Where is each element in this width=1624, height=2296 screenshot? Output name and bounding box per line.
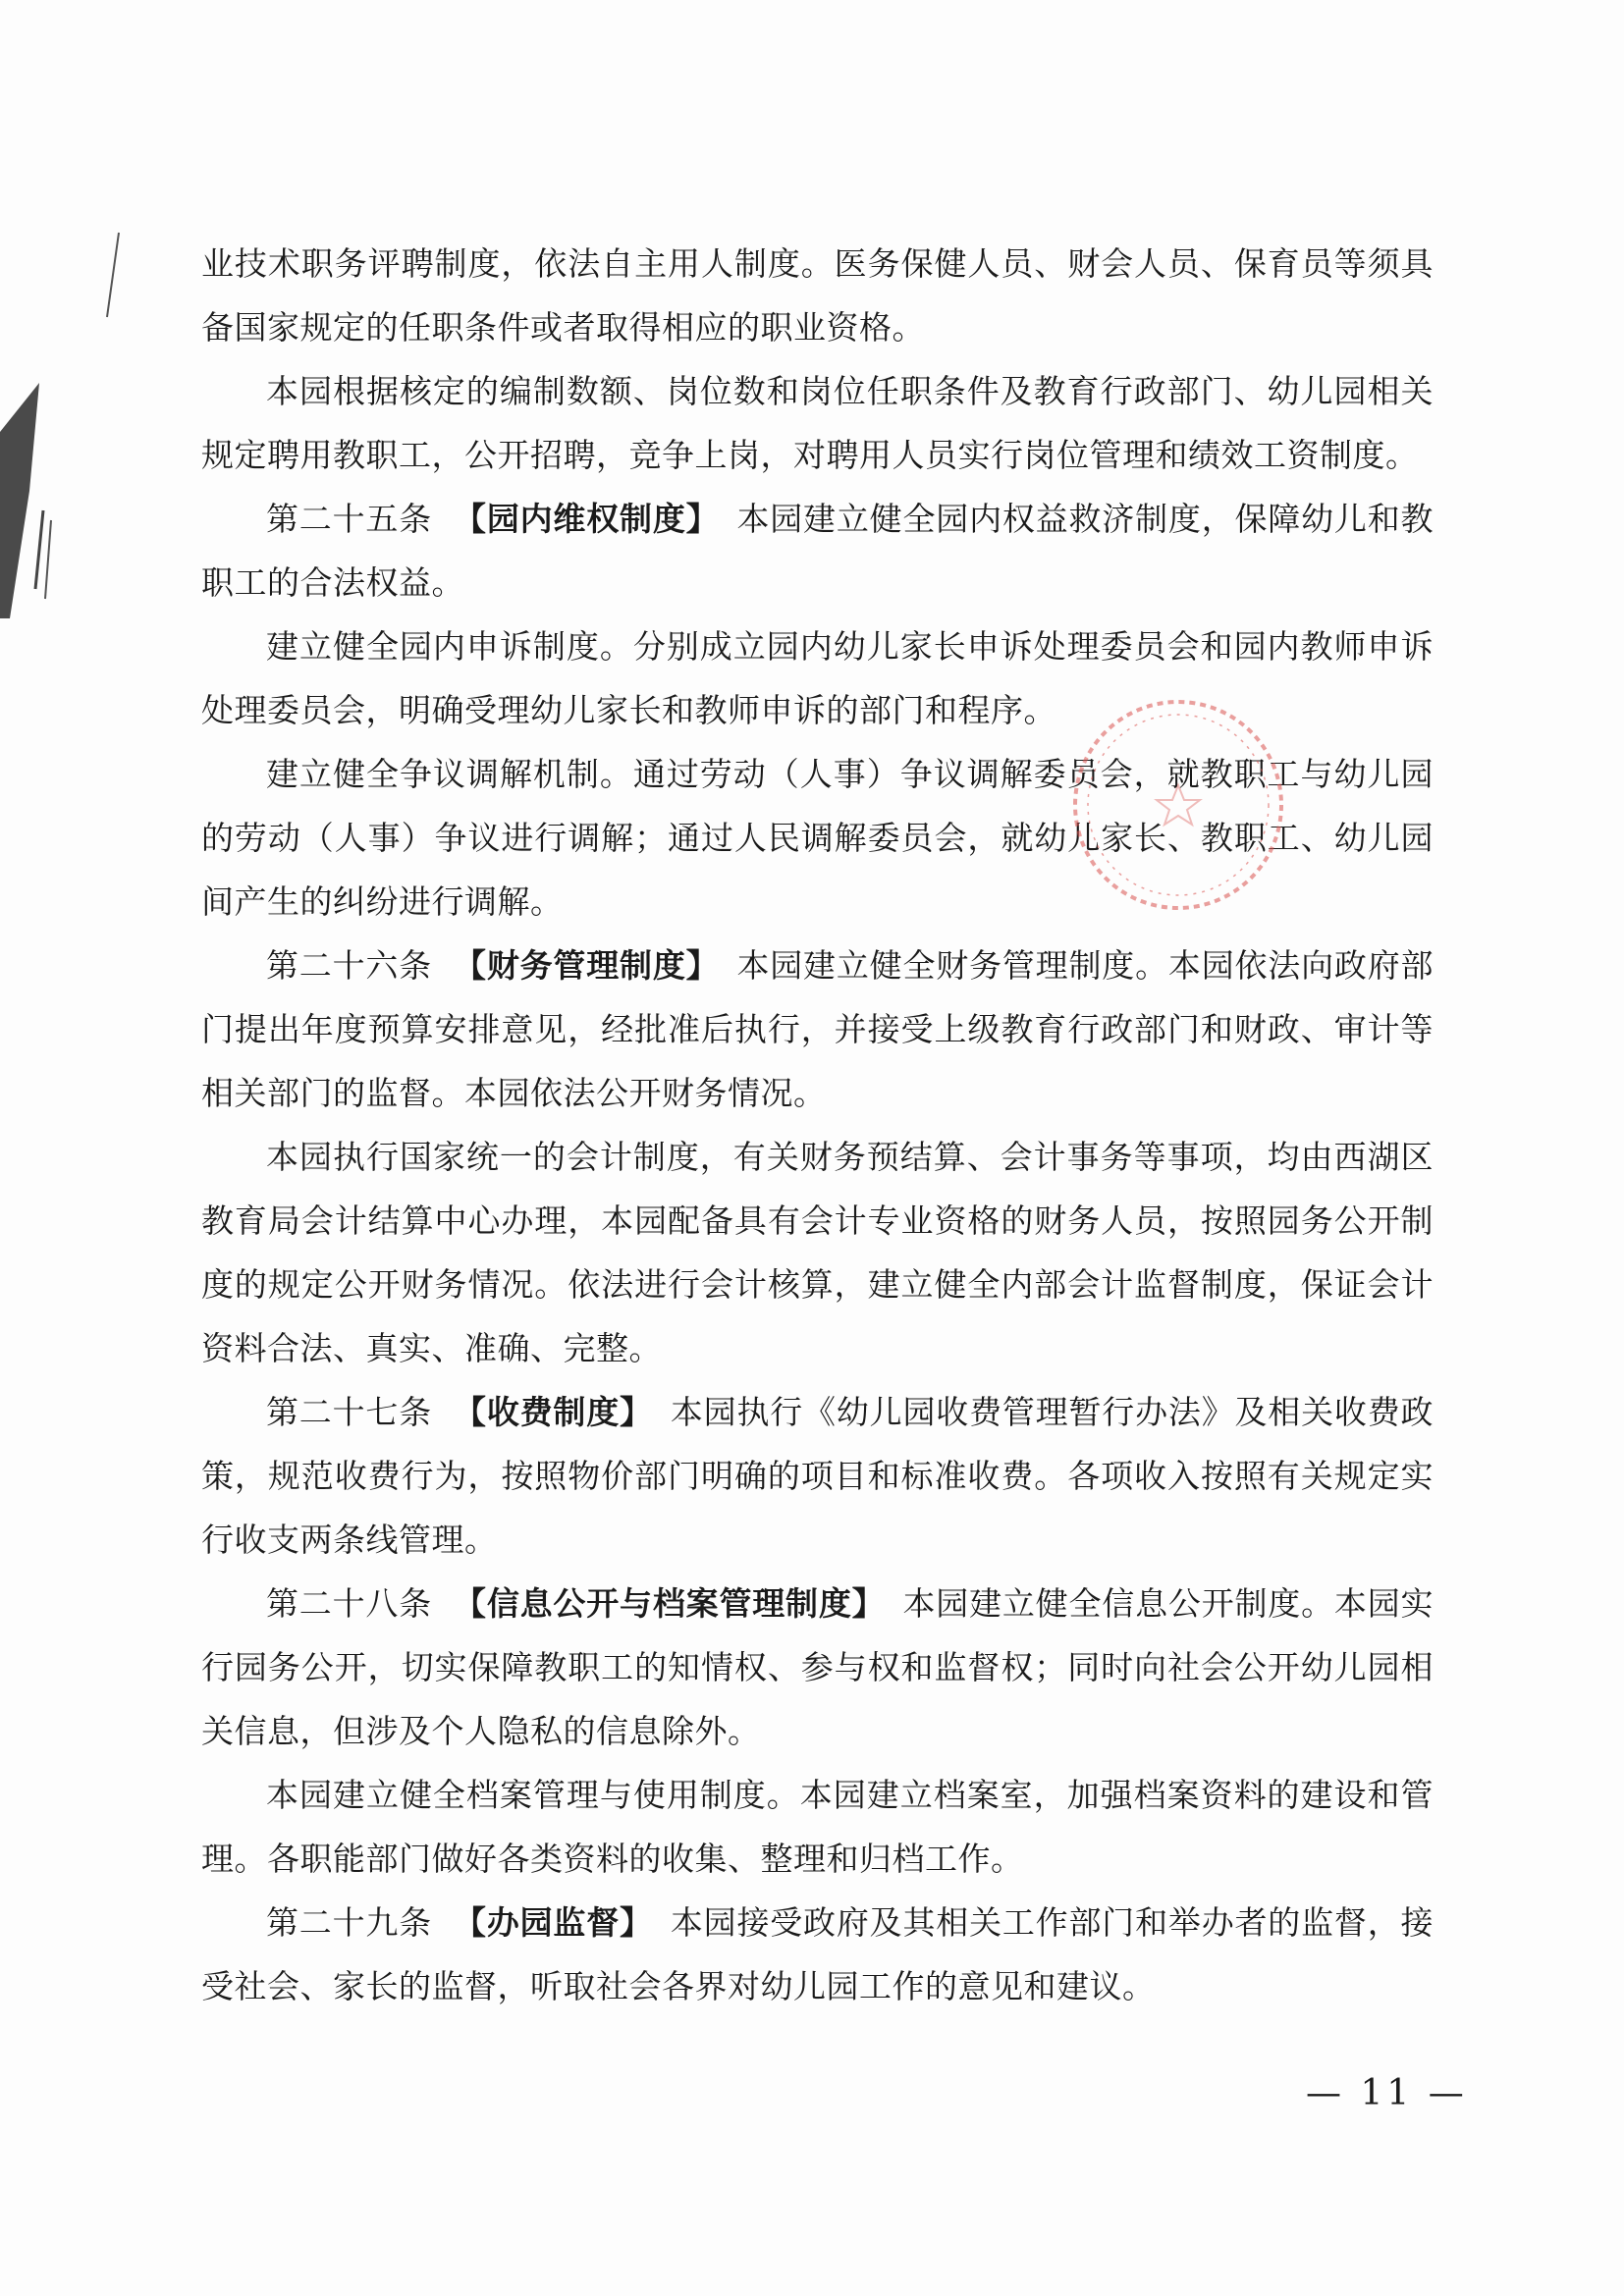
article-number: 第二十六条	[266, 946, 433, 985]
article-number: 第二十八条	[266, 1584, 433, 1623]
article-title: 【财务管理制度】	[454, 946, 720, 985]
paragraph-7	[201, 1125, 1434, 1380]
paragraph-text: 本园接受政府及其相关工作部门和举办者的监督，接受社会、家长的监督，听取社会各界对幼儿园工作的意见和建议。	[201, 1903, 1435, 2005]
page-number: — 11 —	[1306, 2073, 1468, 2113]
paragraph-2	[201, 359, 1434, 487]
paragraph-text: 本园建立健全档案管理与使用制度。本园建立档案室，加强档案资料的建设和管理。各职能部门做好各类资料的收集、整理和归档工作。	[201, 1776, 1434, 1878]
paragraph-text: 本园建立健全财务管理制度。本园依法向政府部门提出年度预算安排意见，经批准后执行，并接受上级教育行政部门和财政、审计等相关部门的监督。本园依法公开财务情况。	[201, 946, 1435, 1112]
scan-artifact-edge	[0, 373, 59, 628]
article-title: 【信息公开与档案管理制度】	[454, 1584, 886, 1623]
paragraph-text: 业技术职务评聘制度，依法自主用人制度。医务保健人员、财会人员、保育员等须具备国家规定的任职条件或者取得相应的职业资格。	[201, 244, 1434, 347]
article-29	[201, 1891, 1434, 2018]
paragraph-text: 建立健全争议调解机制。通过劳动（人事）争议调解委员会，就教职工与幼儿园的劳动（人事）争议进行调解；通过人民调解委员会，就幼儿家长、教职工、幼儿园间产生的纠纷进行调解。	[201, 755, 1434, 921]
article-number: 第二十五条	[266, 500, 433, 538]
article-title: 【收费制度】	[454, 1393, 653, 1431]
article-27	[201, 1380, 1434, 1572]
paragraph-text: 本园建立健全信息公开制度。本园实行园务公开，切实保障教职工的知情权、参与权和监督权；同时向社会公开幼儿园相关信息，但涉及个人隐私的信息除外。	[201, 1584, 1435, 1750]
article-number: 第二十九条	[266, 1903, 433, 1942]
paragraph-text: 本园建立健全园内权益救济制度，保障幼儿和教职工的合法权益。	[201, 500, 1435, 602]
paragraph-1	[201, 232, 1434, 359]
paragraph-text: 本园执行《幼儿园收费管理暂行办法》及相关收费政策，规范收费行为，按照物价部门明确的项目和标准收费。各项收入按照有关规定实行收支两条线管理。	[201, 1393, 1435, 1559]
article-title: 【办园监督】	[454, 1903, 653, 1942]
paragraph-text: 本园执行国家统一的会计制度，有关财务预结算、会计事务等事项，均由西湖区教育局会计结算中心办理，本园配备具有会计专业资格的财务人员，按照园务公开制度的规定公开财务情况。依法进行会计核算，建立健全内部会计监督制度，保证会计资料合法、真实、准确、完整。	[201, 1138, 1434, 1367]
official-seal-stamp	[1065, 692, 1291, 918]
paragraph-10	[201, 1763, 1434, 1891]
paragraph-text: 本园根据核定的编制数额、岗位数和岗位任职条件及教育行政部门、幼儿园相关规定聘用教职工，公开招聘，竞争上岗，对聘用人员实行岗位管理和绩效工资制度。	[201, 372, 1434, 474]
scan-artifact-line	[103, 231, 123, 319]
body-text	[201, 232, 1434, 2018]
article-25	[201, 487, 1434, 614]
article-number: 第二十七条	[266, 1393, 433, 1431]
article-26	[201, 934, 1434, 1125]
article-title: 【园内维权制度】	[454, 500, 720, 538]
paragraph-text: 建立健全园内申诉制度。分别成立园内幼儿家长申诉处理委员会和园内教师申诉处理委员会，明确受理幼儿家长和教师申诉的部门和程序。	[201, 627, 1434, 729]
article-28	[201, 1572, 1434, 1763]
